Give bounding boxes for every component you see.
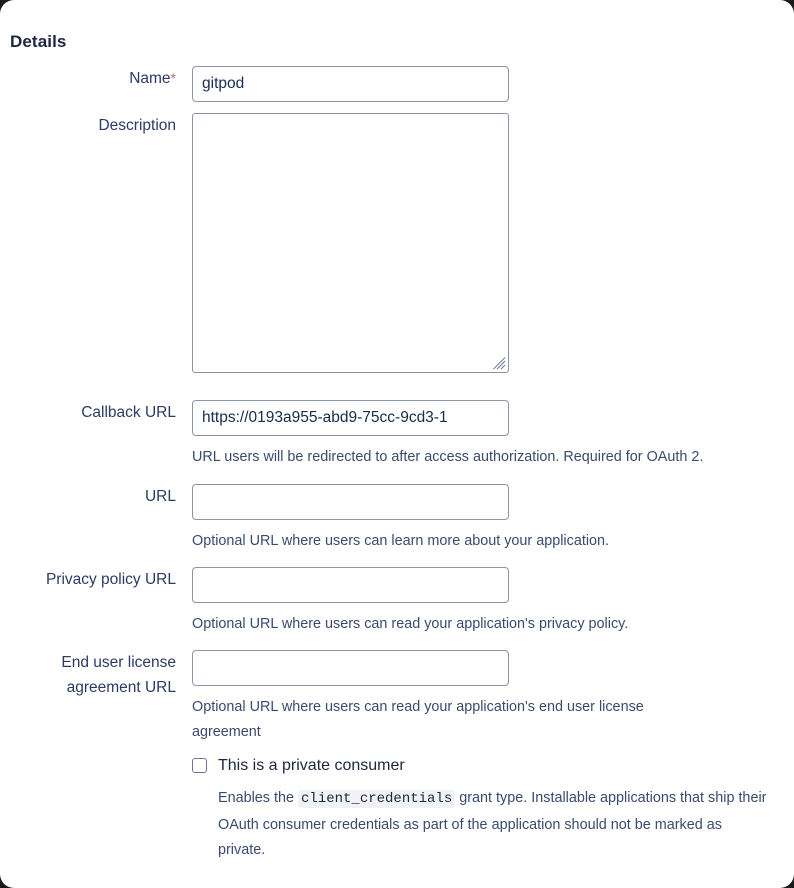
description-label: Description	[98, 117, 176, 134]
name-label	[0, 66, 176, 91]
eula-url-input[interactable]	[192, 650, 509, 686]
privacy-policy-url-label: Privacy policy URL	[45, 571, 176, 588]
name-input[interactable]	[192, 66, 509, 102]
description-control	[192, 113, 794, 373]
description-textarea[interactable]	[192, 113, 509, 373]
name-label-text: Name	[129, 70, 171, 87]
privacy-policy-url-input[interactable]	[192, 567, 509, 603]
eula-url-label	[0, 650, 176, 700]
url-label: URL	[144, 488, 176, 505]
eula-url-control	[192, 650, 794, 745]
description-textarea-wrapper	[192, 113, 509, 373]
page-title: Details	[10, 32, 67, 51]
client-credentials-code: client_credentials	[298, 790, 455, 808]
url-control	[192, 484, 794, 554]
callback-url-help: URL users will be redirected to after access authorization. Required for OAuth 2.	[192, 449, 704, 465]
private-desc-after: grant type. Installable applications that ship their OAuth consumer credentials as part of the application should not be marked as private.	[218, 790, 767, 858]
eula-url-label-line2: agreement URL	[66, 679, 176, 696]
private-desc-before: Enables the	[218, 790, 299, 806]
privacy-policy-url-help: Optional URL where users can read your application's privacy policy.	[192, 616, 629, 632]
callback-url-input[interactable]	[192, 400, 509, 436]
eula-url-help: Optional URL where users can read your application's end user license agreement	[192, 699, 644, 740]
callback-url-control	[192, 400, 794, 470]
eula-url-label-line1: End user license	[61, 654, 176, 671]
required-asterisk-icon: *	[170, 70, 176, 86]
name-control	[192, 66, 794, 102]
privacy-policy-url-control	[192, 567, 794, 637]
private-consumer-label: This is a private consumer	[218, 757, 405, 774]
private-consumer-description	[218, 786, 770, 864]
private-consumer-checkbox[interactable]	[192, 758, 207, 773]
callback-url-label: Callback URL	[81, 404, 176, 421]
url-input[interactable]	[192, 484, 509, 520]
private-consumer-row[interactable]	[192, 754, 405, 777]
url-help: Optional URL where users can learn more about your application.	[192, 533, 610, 549]
